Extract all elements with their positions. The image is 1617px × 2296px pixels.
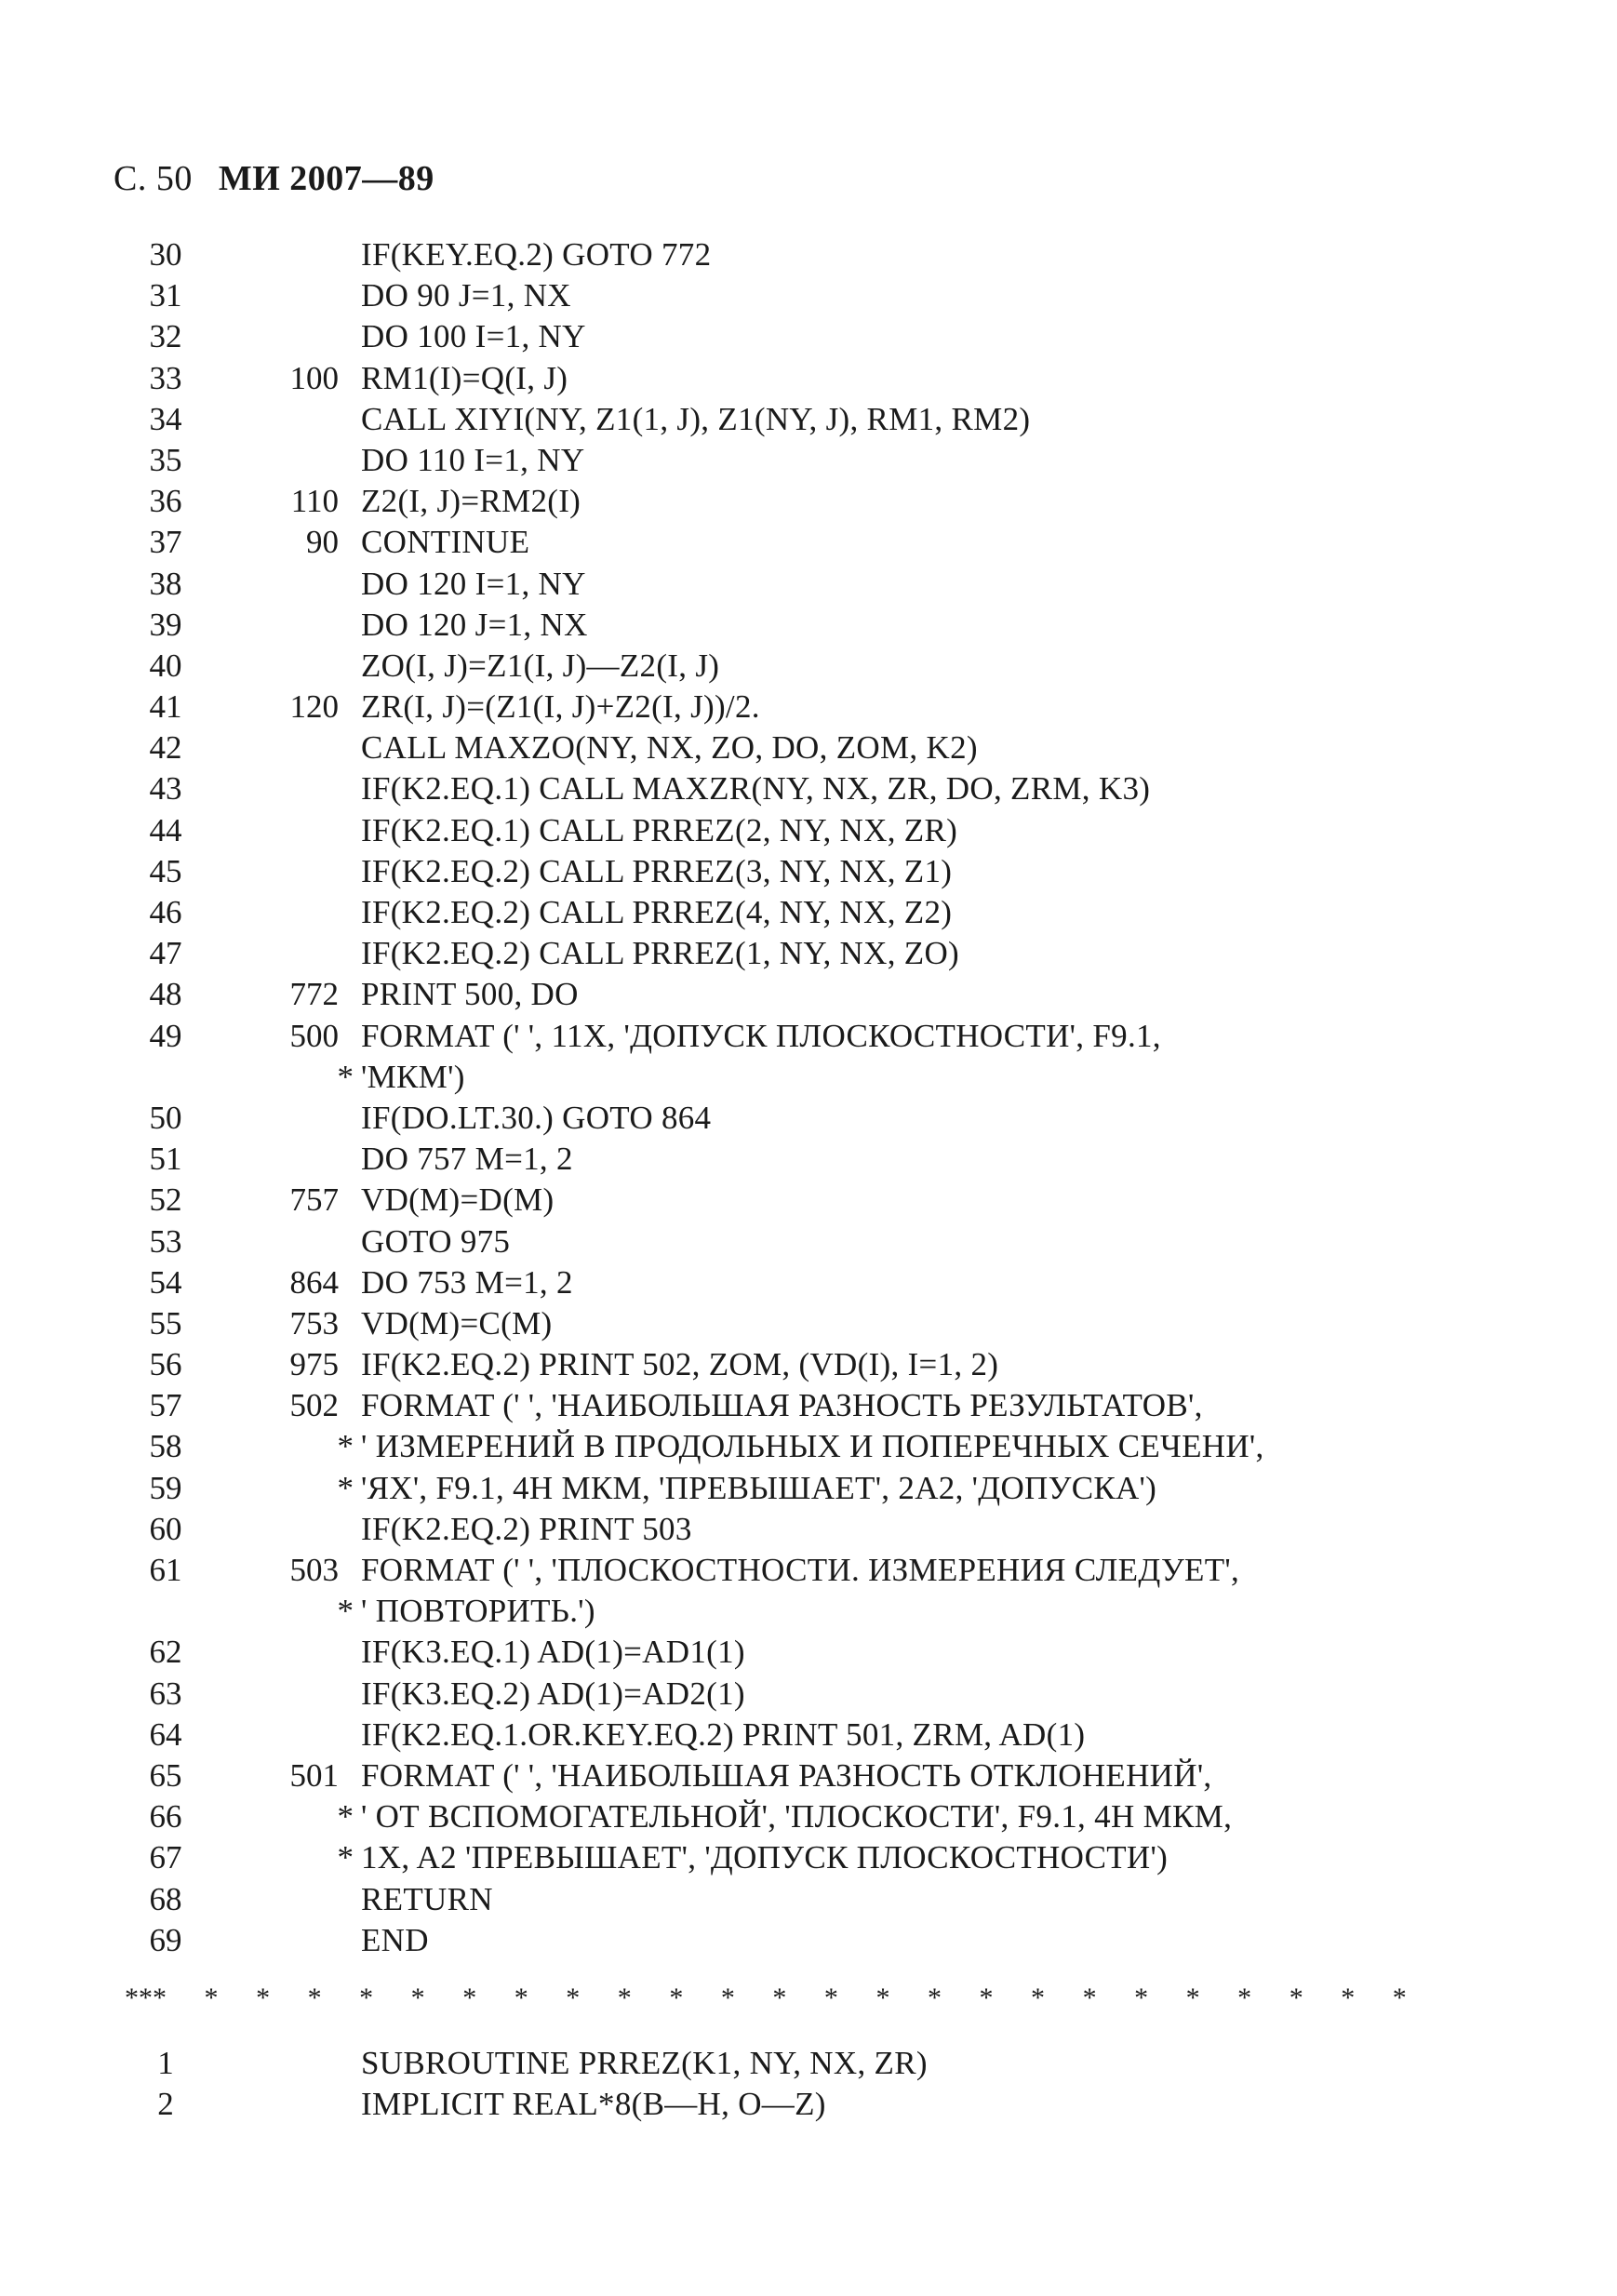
code-line — [0, 1180, 1617, 1221]
statement-text: IF(K2.EQ.2) CALL PRREZ(3, NY, NX, Z1) — [361, 852, 953, 889]
line-number: 36 — [149, 483, 182, 520]
separator-star: * — [720, 1982, 735, 2013]
statement-text: DO 120 I=1, NY — [361, 565, 586, 602]
statement-text: CALL MAXZO(NY, NX, ZO, DO, ZOM, K2) — [361, 729, 978, 767]
statement-text: IF(K2.EQ.1.OR.KEY.EQ.2) PRINT 501, ZRM, AD(1) — [361, 1715, 1086, 1753]
statement-label: 502 — [289, 1387, 339, 1424]
line-number: 46 — [149, 894, 182, 930]
statement-text: 1X, A2 'ПРЕВЫШАЕТ', 'ДОПУСК ПЛОСКОСТНОСТИ') — [361, 1839, 1169, 1876]
line-number: 56 — [149, 1346, 182, 1383]
separator-star: * — [410, 1982, 425, 2013]
separator-star: * — [823, 1982, 838, 2013]
code-line — [0, 1303, 1617, 1344]
separator-star: * — [1289, 1982, 1303, 2013]
code-line — [0, 1098, 1617, 1139]
separator-line — [0, 1961, 1617, 2036]
page-header — [114, 158, 434, 199]
code-line — [0, 316, 1617, 357]
statement-text: DO 757 M=1, 2 — [361, 1141, 573, 1178]
code-line — [0, 1468, 1617, 1509]
continuation-mark: * — [337, 1593, 354, 1630]
statement-text: DO 100 I=1, NY — [361, 318, 586, 355]
code-line — [0, 1837, 1617, 1878]
statement-text: IF(K2.EQ.2) CALL PRREZ(4, NY, NX, Z2) — [361, 894, 953, 930]
statement-label: 753 — [289, 1304, 339, 1342]
statement-text: IF(K3.EQ.2) AD(1)=AD2(1) — [361, 1675, 745, 1712]
line-number: 2 — [157, 2086, 174, 2123]
separator-star: * — [1392, 1982, 1407, 2013]
code-line — [0, 1509, 1617, 1550]
code-line — [0, 1674, 1617, 1715]
statement-label: 503 — [289, 1552, 339, 1589]
code-line — [0, 1016, 1617, 1098]
line-number: 47 — [149, 935, 182, 972]
continuation-mark: * — [337, 1798, 354, 1835]
statement-label: 757 — [289, 1181, 339, 1219]
line-number: 63 — [149, 1675, 182, 1712]
line-number: 67 — [149, 1839, 182, 1876]
statement-line-1-text: FORMAT (' ', 'ПЛОСКОСТНОСТИ. ИЗМЕРЕНИЯ СЛЕДУЕТ', — [361, 1552, 1240, 1589]
statement-label: 975 — [289, 1346, 339, 1383]
statement-text — [361, 1016, 1405, 1098]
line-number: 65 — [149, 1756, 182, 1794]
line-number: 40 — [149, 647, 182, 684]
statement-text: VD(M)=D(M) — [361, 1181, 555, 1219]
code-line — [0, 1426, 1617, 1467]
line-number: 39 — [149, 606, 182, 643]
statement-text: PRINT 500, DO — [361, 976, 579, 1013]
code-line — [0, 687, 1617, 728]
statement-text: ZR(I, J)=(Z1(I, J)+Z2(I, J))/2. — [361, 688, 760, 726]
separator-star: * — [566, 1982, 581, 2013]
statement-text: IF(K2.EQ.2) CALL PRREZ(1, NY, NX, ZO) — [361, 935, 960, 972]
line-number: 37 — [149, 524, 182, 561]
statement-text: RM1(I)=Q(I, J) — [361, 359, 568, 396]
line-number: 66 — [149, 1798, 182, 1835]
code-line — [0, 933, 1617, 974]
code-line — [0, 358, 1617, 399]
statement-text: CONTINUE — [361, 524, 530, 561]
code-line — [0, 768, 1617, 809]
code-line — [0, 646, 1617, 687]
line-number: 33 — [149, 359, 182, 396]
statement-line-1-text: FORMAT (' ', 11X, 'ДОПУСК ПЛОСКОСТНОСТИ', F9.1, — [361, 1017, 1161, 1054]
statement-text — [361, 1550, 1405, 1632]
code-line — [0, 1344, 1617, 1385]
line-number: 60 — [149, 1510, 182, 1547]
statement-text: IF(K2.EQ.2) PRINT 502, ZOM, (VD(I), I=1, 2) — [361, 1346, 999, 1383]
statement-text: DO 753 M=1, 2 — [361, 1263, 573, 1301]
code-line — [0, 1879, 1617, 1920]
code-line — [0, 605, 1617, 646]
statement-text: IMPLICIT REAL*8(B—H, O—Z) — [361, 2086, 826, 2123]
page-number: С. 50 — [114, 159, 193, 198]
separator-star: * — [1134, 1982, 1149, 2013]
spacer — [0, 2036, 1617, 2043]
line-number: 49 — [149, 1017, 182, 1054]
separator-star: * — [359, 1982, 374, 2013]
line-number: 57 — [149, 1387, 182, 1424]
separator-star: * — [979, 1982, 994, 2013]
statement-text: FORMAT (' ', 'НАИБОЛЬШАЯ РАЗНОСТЬ РЕЗУЛЬТАТОВ', — [361, 1387, 1203, 1424]
line-number: 69 — [149, 1921, 182, 1958]
line-number: 52 — [149, 1181, 182, 1219]
line-number: 50 — [149, 1099, 182, 1136]
code-line — [0, 2084, 1617, 2125]
statement-text: FORMAT (' ', 'НАИБОЛЬШАЯ РАЗНОСТЬ ОТКЛОНЕНИЙ', — [361, 1756, 1212, 1794]
document-code: МИ 2007—89 — [218, 159, 434, 198]
line-number: 42 — [149, 729, 182, 767]
line-number: 38 — [149, 565, 182, 602]
code-line — [0, 1796, 1617, 1837]
code-line — [0, 851, 1617, 892]
continuation-mark: * — [337, 1058, 354, 1095]
separator-star: * — [204, 1982, 219, 2013]
separator-star: * — [1082, 1982, 1097, 2013]
continuation-mark: * — [337, 1469, 354, 1506]
code-line — [0, 1755, 1617, 1796]
statement-text: VD(M)=C(M) — [361, 1304, 553, 1342]
statement-text: DO 90 J=1, NX — [361, 277, 571, 314]
line-number: 59 — [149, 1469, 182, 1506]
separator-star: * — [462, 1982, 477, 2013]
code-line — [0, 564, 1617, 605]
line-number: 43 — [149, 770, 182, 808]
line-number: 64 — [149, 1715, 182, 1753]
code-line — [0, 1221, 1617, 1262]
code-line — [0, 1385, 1617, 1426]
line-number: 31 — [149, 277, 182, 314]
line-number: 54 — [149, 1263, 182, 1301]
line-number: 1 — [157, 2044, 174, 2081]
line-number: 53 — [149, 1222, 182, 1260]
separator-star: * — [617, 1982, 632, 2013]
code-line — [0, 234, 1617, 275]
code-line — [0, 440, 1617, 481]
line-number: 48 — [149, 976, 182, 1013]
code-line — [0, 522, 1617, 563]
separator-star: * — [669, 1982, 684, 2013]
separator-lead: *** — [125, 1982, 167, 2013]
line-number: 45 — [149, 852, 182, 889]
statement-text: IF(K2.EQ.1) CALL PRREZ(2, NY, NX, ZR) — [361, 811, 958, 848]
line-number: 41 — [149, 688, 182, 726]
separator-star: * — [772, 1982, 787, 2013]
separator-star: * — [1185, 1982, 1200, 2013]
code-listing — [0, 234, 1617, 2125]
statement-label: 90 — [306, 524, 339, 561]
code-line — [0, 1715, 1617, 1755]
statement-line-1 — [361, 1016, 1405, 1057]
line-number: 35 — [149, 441, 182, 478]
line-number: 61 — [149, 1552, 182, 1589]
line-number: 30 — [149, 236, 182, 273]
statement-text: ' ОТ ВСПОМОГАТЕЛЬНОЙ', 'ПЛОСКОСТИ', F9.1, 4H МКМ, — [361, 1798, 1233, 1835]
statement-text: GOTO 975 — [361, 1222, 511, 1260]
statement-text: SUBROUTINE PRREZ(K1, NY, NX, ZR) — [361, 2044, 928, 2081]
separator-star: * — [256, 1982, 271, 2013]
statement-text: DO 120 J=1, NX — [361, 606, 588, 643]
separator-star: * — [1237, 1982, 1252, 2013]
statement-text: ' ИЗМЕРЕНИЙ В ПРОДОЛЬНЫХ И ПОПЕРЕЧНЫХ СЕЧЕНИ', — [361, 1428, 1264, 1465]
separator-star: * — [875, 1982, 890, 2013]
statement-label: 501 — [289, 1756, 339, 1794]
statement-text: END — [361, 1921, 429, 1958]
statement-text: Z2(I, J)=RM2(I) — [361, 483, 581, 520]
code-line — [0, 1262, 1617, 1303]
statement-text: CALL XIYI(NY, Z1(1, J), Z1(NY, J), RM1, RM2) — [361, 400, 1031, 437]
line-number: 34 — [149, 400, 182, 437]
statement-line-2: ' ПОВТОРИТЬ.') — [361, 1593, 595, 1630]
separator-star: * — [927, 1982, 942, 2013]
separator-star: * — [514, 1982, 528, 2013]
line-number: 44 — [149, 811, 182, 848]
code-line — [0, 1550, 1617, 1632]
continuation-mark: * — [337, 1428, 354, 1465]
code-line — [0, 481, 1617, 522]
code-line — [0, 1632, 1617, 1673]
line-number: 58 — [149, 1428, 182, 1465]
statement-text: 'ЯХ', F9.1, 4H МКМ, 'ПРЕВЫШАЕТ', 2A2, 'ДОПУСКА') — [361, 1469, 1157, 1506]
statement-label: 100 — [289, 359, 339, 396]
statement-text: IF(K2.EQ.2) PRINT 503 — [361, 1510, 692, 1547]
statement-text: IF(DO.LT.30.) GOTO 864 — [361, 1099, 712, 1136]
statement-label: 120 — [289, 688, 339, 726]
code-line — [0, 892, 1617, 933]
code-line — [0, 810, 1617, 851]
line-number: 55 — [149, 1304, 182, 1342]
statement-text: RETURN — [361, 1880, 493, 1917]
statement-label: 500 — [289, 1017, 339, 1054]
statement-label: 864 — [289, 1263, 339, 1301]
code-line — [0, 974, 1617, 1015]
code-line — [0, 728, 1617, 768]
separator-star: * — [1031, 1982, 1046, 2013]
statement-text: DO 110 I=1, NY — [361, 441, 585, 478]
line-number: 62 — [149, 1634, 182, 1671]
code-line — [0, 2043, 1617, 2084]
statement-text: IF(K2.EQ.1) CALL MAXZR(NY, NX, ZR, DO, ZRM, K3) — [361, 770, 1151, 808]
continuation-mark: * — [337, 1839, 354, 1876]
code-line — [0, 1920, 1617, 1961]
code-line — [0, 275, 1617, 316]
statement-text: IF(KEY.EQ.2) GOTO 772 — [361, 236, 712, 273]
statement-line-1 — [361, 1550, 1405, 1591]
line-number: 51 — [149, 1141, 182, 1178]
code-line — [0, 1139, 1617, 1180]
statement-label: 772 — [289, 976, 339, 1013]
separator-star: * — [1341, 1982, 1356, 2013]
separator-star: * — [307, 1982, 322, 2013]
code-line — [0, 399, 1617, 440]
statement-text: IF(K3.EQ.1) AD(1)=AD1(1) — [361, 1634, 745, 1671]
statement-line-2: 'МКМ') — [361, 1058, 465, 1095]
line-number: 68 — [149, 1880, 182, 1917]
statement-text: ZO(I, J)=Z1(I, J)—Z2(I, J) — [361, 647, 720, 684]
line-number: 32 — [149, 318, 182, 355]
statement-label: 110 — [290, 483, 339, 520]
